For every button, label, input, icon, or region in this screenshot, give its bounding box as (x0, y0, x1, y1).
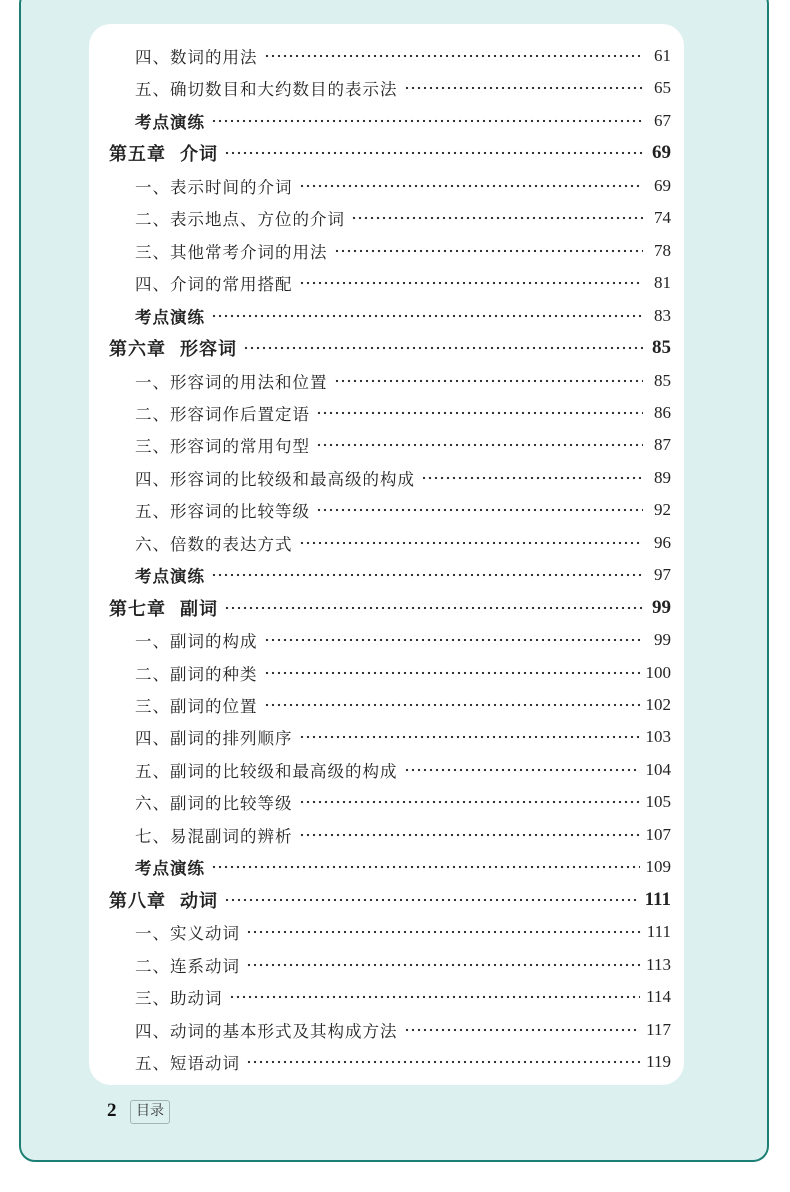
toc-entry-section[interactable] (89, 397, 684, 429)
section-label: 三、副词的位置 (135, 697, 258, 716)
page-ref: 114 (646, 987, 671, 1007)
page-ref: 119 (646, 1051, 671, 1071)
toc-entry-exercise[interactable] (89, 559, 684, 591)
toc-entry-chapter[interactable] (89, 884, 684, 916)
toc-entry-section[interactable] (89, 72, 684, 104)
section-label: 三、其他常考介词的用法 (135, 242, 328, 262)
toc-entry-section[interactable] (89, 981, 684, 1013)
section-label: 一、形容词的用法和位置 (135, 372, 328, 392)
toc-entry-section[interactable] (89, 40, 684, 72)
toc-entry-exercise[interactable] (89, 851, 684, 883)
page-ref: 104 (645, 759, 671, 779)
section-label: 四、副词的排列顺序 (135, 729, 293, 749)
page-ref: 65 (654, 78, 671, 98)
dot-leader (299, 730, 640, 744)
page-ref: 61 (654, 46, 671, 65)
chapter-heading (89, 140, 218, 166)
page-ref: 97 (654, 565, 671, 585)
page-ref: 69 (654, 175, 671, 195)
chapter-title: 动词 (180, 890, 218, 912)
page-ref: 83 (654, 305, 671, 325)
section-label: 七、易混副词的辨析 (135, 826, 293, 846)
chapter-number: 第五章 (109, 144, 166, 166)
toc-entry-chapter[interactable] (89, 332, 684, 364)
section-label: 六、副词的比较等级 (135, 794, 293, 814)
page-ref: 102 (645, 695, 671, 714)
section-label: 四、动词的基本形式及其构成方法 (135, 1021, 398, 1041)
dot-leader (316, 503, 643, 517)
page-ref: 67 (654, 110, 671, 130)
page-ref: 99 (654, 630, 671, 650)
section-label: 四、形容词的比较级和最高级的构成 (135, 469, 415, 489)
page-ref: 105 (645, 792, 671, 812)
page-ref: 89 (654, 467, 671, 487)
chapter-heading (89, 335, 237, 361)
dot-leader (246, 958, 640, 972)
section-label: 五、形容词的比较等级 (135, 502, 310, 522)
chapter-number: 第八章 (109, 890, 166, 912)
exercise-label: 考点演练 (135, 567, 205, 587)
toc-entry-section[interactable] (89, 624, 684, 656)
dot-leader (316, 406, 643, 420)
toc-entry-section[interactable] (89, 494, 684, 526)
dot-leader (299, 276, 644, 290)
toc-entry-section[interactable] (89, 235, 684, 267)
dot-leader (264, 49, 644, 63)
dot-leader (299, 828, 640, 842)
toc-card (89, 24, 684, 1085)
page-ref: 78 (654, 240, 671, 260)
dot-leader (299, 536, 644, 550)
page-ref: 87 (654, 435, 671, 455)
toc-entry-section[interactable] (89, 267, 684, 299)
dot-leader (404, 81, 644, 95)
toc-entry-section[interactable] (89, 657, 684, 689)
toc-entry-section[interactable] (89, 462, 684, 494)
toc-entry-section[interactable] (89, 1014, 684, 1046)
toc-entry-section[interactable] (89, 202, 684, 234)
dot-leader (211, 309, 643, 323)
toc-entry-section[interactable] (89, 721, 684, 753)
page-ref: 107 (645, 824, 671, 844)
dot-leader (351, 211, 643, 225)
page-ref: 86 (654, 402, 671, 422)
section-label: 一、实义动词 (135, 924, 240, 944)
section-label: 六、倍数的表达方式 (135, 534, 293, 554)
toc-entry-section[interactable] (89, 429, 684, 461)
toc-entry-section[interactable] (89, 916, 684, 948)
chapter-heading (89, 595, 218, 621)
dot-leader (334, 374, 644, 388)
exercise-label: 考点演练 (135, 859, 205, 879)
section-label: 四、介词的常用搭配 (135, 275, 293, 295)
section-label: 五、短语动词 (135, 1053, 240, 1073)
page-ref: 74 (654, 208, 671, 228)
toc-entry-exercise[interactable] (89, 105, 684, 137)
page-number: 2 (107, 1100, 117, 1121)
dot-leader (246, 1055, 640, 1069)
page-ref: 85 (654, 370, 671, 390)
chapter-title: 形容词 (180, 339, 237, 361)
toc-entry-section[interactable] (89, 689, 684, 721)
section-label: 三、形容词的常用句型 (135, 437, 310, 457)
section-label: 五、副词的比较级和最高级的构成 (135, 761, 398, 781)
page-ref: 92 (654, 500, 671, 520)
toc-entry-section[interactable] (89, 786, 684, 818)
dot-leader (299, 179, 644, 193)
dot-leader (264, 698, 640, 712)
page-ref: 109 (645, 857, 671, 877)
toc-entry-chapter[interactable] (89, 592, 684, 624)
page-ref: 96 (654, 532, 671, 552)
exercise-label: 考点演练 (135, 112, 205, 132)
toc-entry-chapter[interactable] (89, 137, 684, 169)
toc-entry-section[interactable] (89, 170, 684, 202)
dot-leader (316, 438, 643, 452)
dot-leader (211, 114, 643, 128)
section-label: 三、助动词 (135, 989, 223, 1009)
page-ref: 103 (645, 727, 671, 747)
dot-leader (264, 666, 640, 680)
toc-entry-section[interactable] (89, 1046, 684, 1078)
chapter-title: 介词 (180, 144, 218, 166)
dot-leader (243, 341, 643, 355)
dot-leader (229, 990, 641, 1004)
chapter-title: 副词 (180, 598, 218, 620)
toc-entry-section[interactable] (89, 754, 684, 786)
toc-entry-section[interactable] (89, 365, 684, 397)
toc-entry-section[interactable] (89, 949, 684, 981)
page-ref: 100 (645, 662, 671, 682)
dot-leader (224, 601, 643, 615)
page-ref: 81 (654, 273, 671, 293)
page-ref: 113 (646, 954, 671, 974)
dot-leader (404, 1023, 641, 1037)
toc-entry-section[interactable] (89, 527, 684, 559)
chapter-heading (89, 887, 218, 913)
dot-leader (211, 568, 643, 582)
section-label: 二、副词的种类 (135, 664, 258, 684)
page-ref: 117 (646, 1019, 671, 1039)
page-ref: 99 (652, 596, 671, 618)
toc-entry-section[interactable] (89, 819, 684, 851)
section-label: 二、形容词作后置定语 (135, 404, 310, 424)
dot-leader (421, 471, 643, 485)
toc-entry-exercise[interactable] (89, 300, 684, 332)
dot-leader (246, 925, 641, 939)
section-tag: 目录 (130, 1100, 170, 1124)
section-label: 五、确切数目和大约数目的表示法 (135, 80, 398, 100)
page-ref: 111 (646, 922, 671, 942)
page-ref: 111 (644, 888, 671, 910)
chapter-number: 第七章 (109, 598, 166, 620)
page-ref: 69 (652, 142, 671, 164)
dot-leader (404, 763, 640, 777)
section-label: 一、表示时间的介词 (135, 177, 293, 197)
dot-leader (299, 795, 640, 809)
dot-leader (334, 244, 644, 258)
dot-leader (264, 633, 644, 647)
exercise-label: 考点演练 (135, 307, 205, 327)
dot-leader (224, 146, 643, 160)
section-label: 一、副词的构成 (135, 632, 258, 652)
chapter-number: 第六章 (109, 339, 166, 361)
dot-leader (211, 860, 640, 874)
section-label: 四、数词的用法 (135, 48, 258, 67)
page-ref: 85 (652, 337, 671, 359)
dot-leader (224, 893, 639, 907)
section-label: 二、连系动词 (135, 956, 240, 976)
section-label: 二、表示地点、方位的介词 (135, 210, 345, 230)
